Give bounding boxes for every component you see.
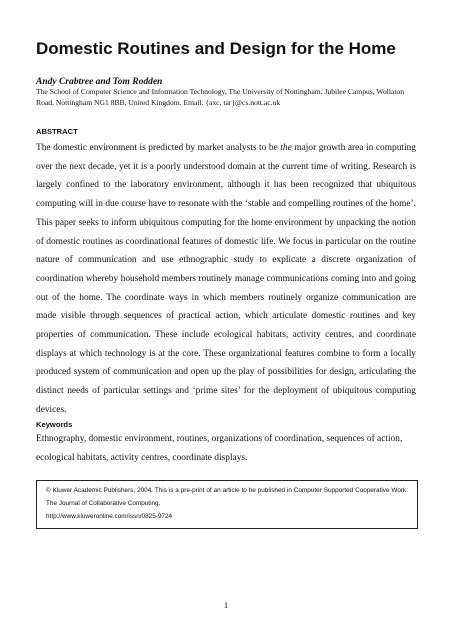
author-affiliation: The School of Computer Science and Information Technology, The University of Nottingham, Jubilee Campus, Wollaton Road, Nottingham NG1 8BB, United Kingdom. Email. {axc, tar}@cs.nott.ac.uk [36, 87, 405, 107]
abstract-emphasis: the [280, 143, 292, 153]
paper-title: Domestic Routines and Design for the Home [36, 39, 396, 58]
copyright-notice-box [36, 480, 418, 529]
abstract-text-rest: major growth area in computing over the next decade, yet it is a poorly understood domain at the current time of writing. Research is largely confined to the laboratory environment, although it has been recognized that ubiquitous computing will in due course have to resonate with the ‘stable and compelling routines of the home’. This paper seeks to inform ubiquitous computing for the home environment by unpacking the notion of domestic routines as coordinational features of domestic life. We focus in particular on the routine nature of communication and use ethnographic study to explicate a discrete organization of coordination whereby household members routinely manage communications coming into and going out of the home. The coordinate ways in which members routinely organize communication are made visible through sequences of practical action, which articulate domestic routines and key properties of communication. These include ecological habitats, activity centres, and coordinate displays at which technology is at the core. These organizational features combine to form a locally produced system of communication and open up the play of possibilities for design, articulating the distinct needs of particular settings and ‘prime sites’ for the deployment of ubiquitous computing devices. [36, 143, 416, 415]
author-names: Andy Crabtree and Tom Rodden [36, 77, 163, 87]
keywords-heading: Keywords [36, 420, 73, 429]
page-number: 1 [223, 600, 229, 610]
copyright-notice: © Kluwer Academic Publishers, 2004. This is a pre-print of an article to be published in Computer Supported Cooperative Work: The Journal of Collaborative Computing, [46, 487, 408, 507]
abstract-text [36, 139, 416, 420]
keywords-text: Ethnography, domestic environment, routines, organizations of coordination, sequences of action, ecological habitats, activity centres, coordinate displays. [36, 434, 403, 463]
abstract-heading: ABSTRACT [36, 127, 78, 136]
journal-link[interactable]: http://www.kluweronline.com/issn/0825-9724 [46, 513, 173, 520]
abstract-text-start: The domestic environment is predicted by market analysts to be [36, 143, 281, 153]
